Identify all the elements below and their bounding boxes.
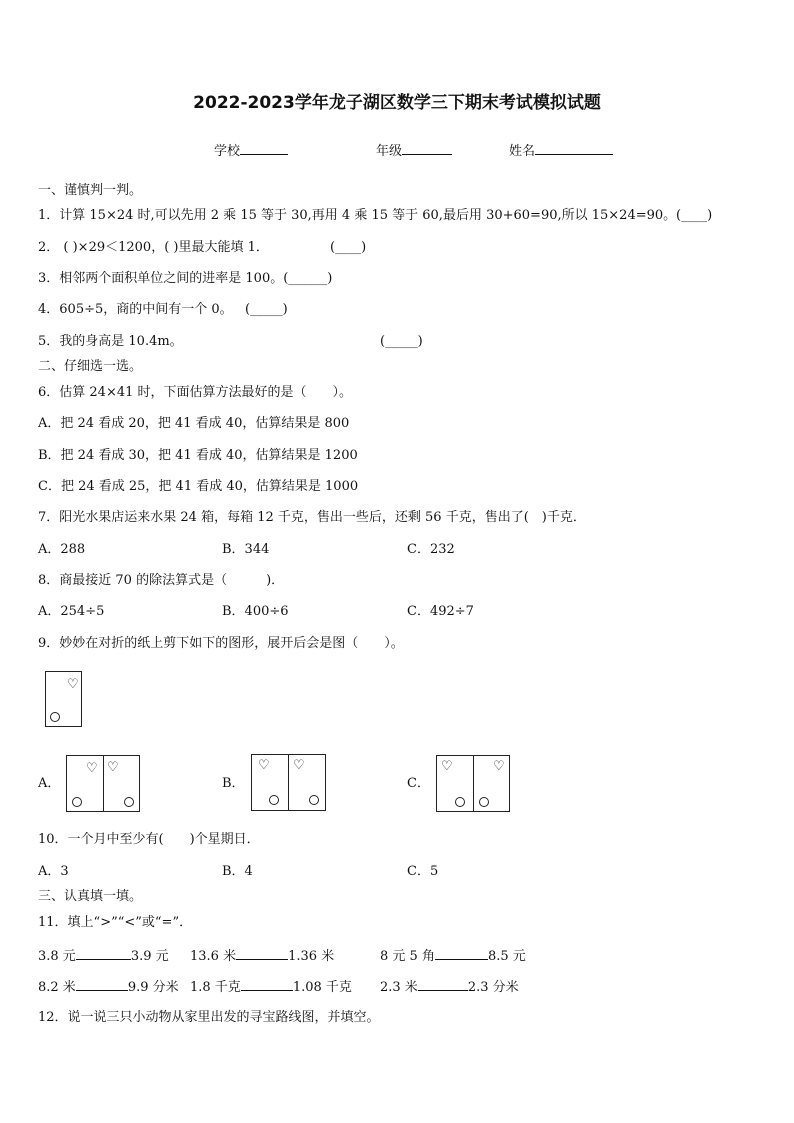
fold-line <box>473 756 474 811</box>
heart-icon: ♡ <box>86 761 98 776</box>
question-3: 3．相邻两个面积单位之间的进率是 100。(______) <box>38 271 333 286</box>
option-c[interactable]: C．5 <box>407 864 439 879</box>
section-heading: 一、谨慎判一判。 <box>38 183 143 198</box>
heart-icon: ♡ <box>493 759 505 774</box>
option-a[interactable]: A．3 <box>38 864 69 879</box>
option-b[interactable]: B．400÷6 <box>222 604 289 619</box>
option-c[interactable]: C．把 24 看成 25，把 41 看成 40，估算结果是 1000 <box>38 479 359 494</box>
circle-icon <box>269 795 279 805</box>
option-a[interactable]: A．254÷5 <box>38 604 105 619</box>
option-b[interactable]: B．344 <box>222 542 270 557</box>
heart-icon: ♡ <box>107 760 119 775</box>
answer-paren-1[interactable]: (____) <box>676 208 713 223</box>
fold-line <box>103 756 104 811</box>
circle-icon <box>72 797 82 807</box>
question-11: 11．填上“>”“<”或“=”． <box>38 915 193 930</box>
circle-icon <box>309 795 319 805</box>
question-7: 7．阳光水果店运来水果 24 箱，每箱 12 千克，售出一些后，还剩 56 千克，售出了( )千克． <box>38 510 586 525</box>
option-a[interactable]: A． <box>38 776 61 791</box>
question-12: 12．说一说三只小动物从家里出发的寻宝路线图，并填空。 <box>38 1010 380 1025</box>
question-6: 6．估算 24×41 时，下面估算方法最好的是（ ）。 <box>38 385 353 400</box>
school-field <box>214 142 288 160</box>
question-2: 2． ( )×29＜1200，( )里最大能填 1． <box>38 240 269 255</box>
folded-paper-figure <box>45 671 82 727</box>
school-blank[interactable] <box>240 142 288 155</box>
circle-icon <box>455 797 465 807</box>
section-heading: 二、仔细选一选。 <box>38 359 143 374</box>
answer-paren-4[interactable]: (_____) <box>245 302 288 317</box>
grade-label: 年级 <box>376 144 403 159</box>
name-label: 姓名 <box>509 144 536 159</box>
option-b[interactable]: B． <box>222 776 245 791</box>
question-4: 4．605÷5，商的中间有一个 0。 <box>38 302 233 317</box>
option-b[interactable]: B．把 24 看成 30，把 41 看成 40，估算结果是 1200 <box>38 448 358 463</box>
compare-blank[interactable] <box>76 978 128 991</box>
grade-field <box>376 142 452 160</box>
option-b-figure[interactable] <box>251 754 326 811</box>
grade-blank[interactable] <box>402 142 452 155</box>
option-b[interactable]: B．4 <box>222 864 253 879</box>
question-10: 10．一个月中至少有( )个星期日． <box>38 832 260 847</box>
compare-item: 3.8 元 3.9 元 <box>38 949 169 964</box>
school-label: 学校 <box>214 144 241 159</box>
name-blank[interactable] <box>535 142 613 155</box>
circle-icon <box>50 712 60 722</box>
section-heading: 三、认真填一填。 <box>38 889 143 904</box>
option-a[interactable]: A．把 24 看成 20，把 41 看成 40，估算结果是 800 <box>38 416 350 431</box>
compare-item: 1.8 千克 1.08 千克 <box>190 980 352 995</box>
answer-paren-5[interactable]: (_____) <box>380 334 423 349</box>
heart-icon: ♡ <box>293 758 305 773</box>
compare-blank[interactable] <box>236 947 288 960</box>
option-a-figure[interactable] <box>66 755 140 812</box>
question-1: 1．计算 15×24 时,可以先用 2 乘 15 等于 30,再用 4 乘 15 等于 60,最后用 30+60=90,所以 15×24=90。 <box>38 208 677 223</box>
option-c[interactable]: C．492÷7 <box>407 604 474 619</box>
question-5: 5．我的身高是 10.4m。 <box>38 334 183 349</box>
option-c[interactable]: C．232 <box>407 542 455 557</box>
answer-paren-2[interactable]: (____) <box>330 240 367 255</box>
heart-icon: ♡ <box>441 759 453 774</box>
question-8: 8．商最接近 70 的除法算式是（ )． <box>38 573 285 588</box>
compare-blank[interactable] <box>241 978 293 991</box>
option-c[interactable]: C． <box>407 776 430 791</box>
option-c-figure[interactable] <box>436 755 510 812</box>
fold-line <box>288 755 289 810</box>
compare-item: 8 元 5 角 8.5 元 <box>380 949 526 964</box>
question-9: 9．妙妙在对折的纸上剪下如下的图形，展开后会是图（ ）。 <box>38 636 404 651</box>
circle-icon <box>124 797 134 807</box>
compare-blank[interactable] <box>76 947 131 960</box>
circle-icon <box>479 797 489 807</box>
compare-item: 2.3 米 2.3 分米 <box>380 980 519 995</box>
heart-icon: ♡ <box>258 758 270 773</box>
compare-item: 13.6 米 1.36 米 <box>190 949 335 964</box>
option-a[interactable]: A．288 <box>38 542 86 557</box>
compare-item: 8.2 米 9.9 分米 <box>38 980 179 995</box>
name-field <box>509 142 613 160</box>
page-title: 2022-2023学年龙子湖区数学三下期末考试模拟试题 <box>193 93 601 113</box>
compare-blank[interactable] <box>435 947 488 960</box>
compare-blank[interactable] <box>418 978 468 991</box>
heart-icon: ♡ <box>67 677 79 692</box>
